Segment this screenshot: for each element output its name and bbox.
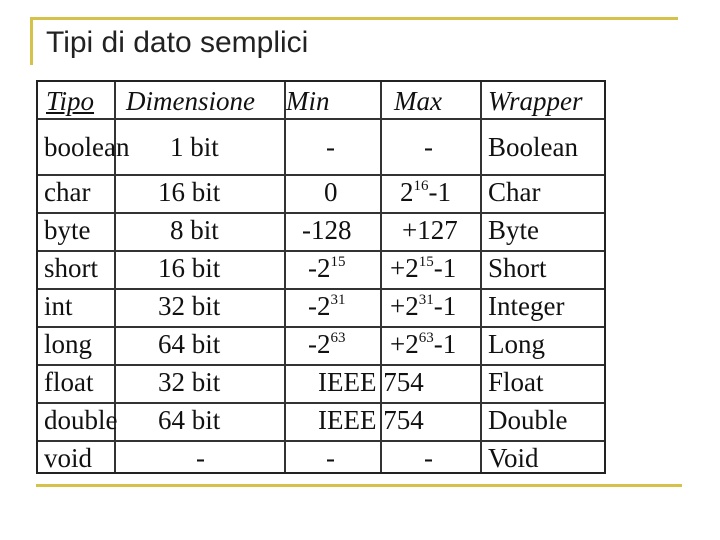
- row-wrapper: Integer: [488, 291, 565, 321]
- row-wrapper: Double: [488, 405, 568, 435]
- row-dimensione: 64 bit: [158, 405, 221, 435]
- row-wrapper: Short: [488, 253, 547, 283]
- row-tipo: boolean: [44, 132, 130, 162]
- row-dimensione: 1 bit: [170, 132, 219, 162]
- title-rule-top: [30, 17, 678, 20]
- row-min: -: [326, 443, 335, 473]
- row-divider: [38, 288, 604, 290]
- row-tipo: double: [44, 405, 118, 435]
- row-divider: [38, 174, 604, 176]
- row-tipo: short: [44, 253, 98, 283]
- row-max: $+2^{31}-1$: [390, 291, 457, 321]
- row-max: +127: [402, 215, 458, 245]
- header-wrapper: Wrapper: [488, 86, 583, 116]
- header-dimensione: Dimensione: [126, 86, 255, 116]
- row-tipo: char: [44, 177, 91, 207]
- row-dimensione: 8 bit: [170, 215, 219, 245]
- column-divider: [284, 82, 286, 472]
- row-min: $-2^{15}$: [308, 253, 346, 283]
- row-divider: [38, 326, 604, 328]
- row-wrapper: Char: [488, 177, 541, 207]
- row-min: -: [326, 132, 335, 162]
- row-divider: [38, 440, 604, 442]
- row-max: $+2^{63}-1$: [390, 329, 457, 359]
- row-min: 0: [324, 177, 338, 207]
- row-minmax: IEEE 754: [318, 367, 424, 397]
- row-dimensione: 16 bit: [158, 253, 221, 283]
- footer-rule: [36, 484, 682, 487]
- row-min: $-2^{63}$: [308, 329, 346, 359]
- row-wrapper: Byte: [488, 215, 539, 245]
- row-divider: [38, 364, 604, 366]
- header-min: Min: [286, 86, 330, 116]
- row-wrapper: Long: [488, 329, 545, 359]
- header-tipo: Tipo: [46, 86, 95, 116]
- header-max: Max: [394, 86, 442, 116]
- row-divider: [38, 250, 604, 252]
- title-rule-left: [30, 17, 33, 65]
- row-max: $+2^{15}-1$: [390, 253, 457, 283]
- row-tipo: void: [44, 443, 93, 473]
- row-max: $2^{16}-1$: [400, 177, 451, 207]
- row-min: $-2^{31}$: [308, 291, 346, 321]
- row-divider: [38, 402, 604, 404]
- row-dimensione: 16 bit: [158, 177, 221, 207]
- row-wrapper: Void: [488, 443, 539, 473]
- row-dimensione: 64 bit: [158, 329, 221, 359]
- column-divider: [480, 82, 482, 472]
- row-dimensione: 32 bit: [158, 291, 221, 321]
- row-divider: [38, 118, 604, 120]
- row-wrapper: Float: [488, 367, 544, 397]
- row-max: -: [424, 132, 433, 162]
- row-tipo: byte: [44, 215, 91, 245]
- page-title: Tipi di dato semplici: [46, 26, 309, 59]
- row-dimensione: -: [196, 443, 205, 473]
- row-wrapper: Boolean: [488, 132, 578, 162]
- row-tipo: int: [44, 291, 73, 321]
- row-tipo: long: [44, 329, 93, 359]
- data-types-table: [36, 80, 606, 474]
- row-min: -128: [302, 215, 352, 245]
- row-max: -: [424, 443, 433, 473]
- row-minmax: IEEE 754: [318, 405, 424, 435]
- row-dimensione: 32 bit: [158, 367, 221, 397]
- row-tipo: float: [44, 367, 94, 397]
- row-divider: [38, 212, 604, 214]
